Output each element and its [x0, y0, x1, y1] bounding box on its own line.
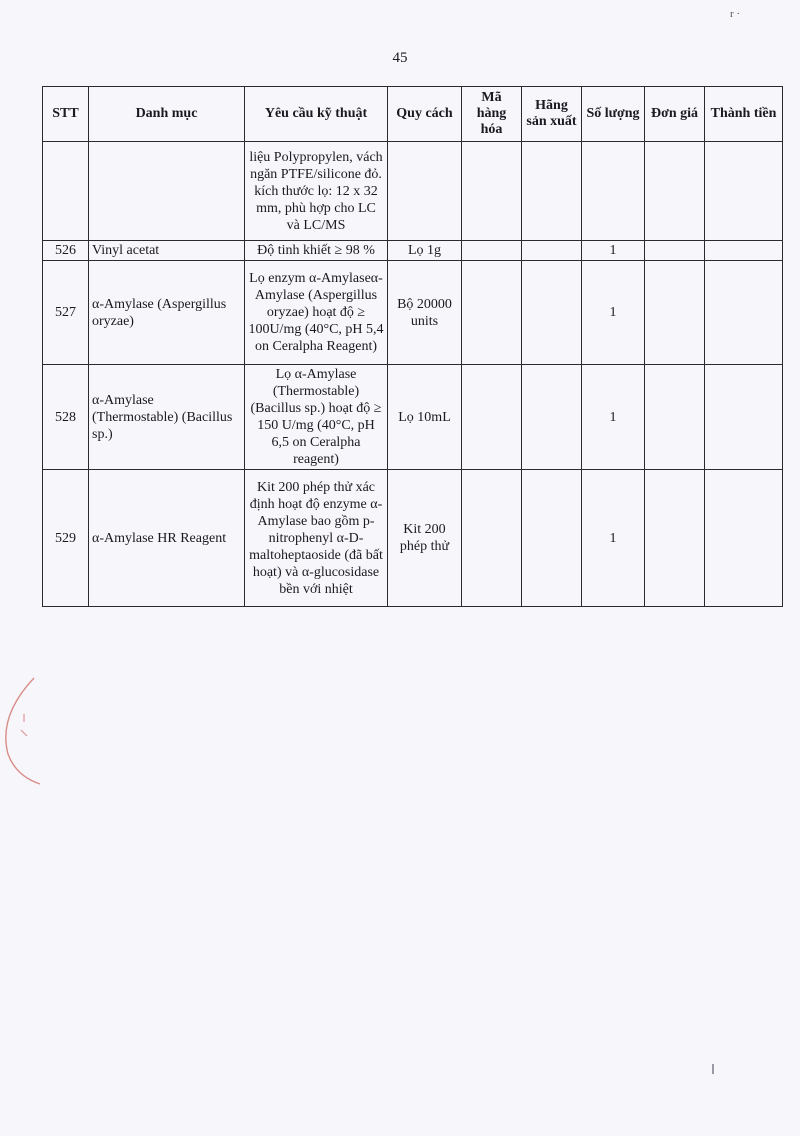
- cell-quantity: 1: [582, 470, 645, 607]
- cell-item-code: [462, 261, 522, 365]
- table-row: [43, 261, 783, 365]
- cell-packing: Lọ 10mL: [388, 365, 462, 470]
- cell-packing: Bộ 20000 units: [388, 261, 462, 365]
- header-stt: STT: [43, 87, 89, 142]
- cell-category: α-Amylase (Aspergillus oryzae): [89, 261, 245, 365]
- cell-category: [89, 142, 245, 241]
- table-row: [43, 470, 783, 607]
- cell-unit-price: [645, 241, 705, 261]
- cell-item-code: [462, 142, 522, 241]
- cell-manufacturer: [522, 365, 582, 470]
- cell-unit-price: [645, 365, 705, 470]
- procurement-table: [42, 86, 783, 607]
- cell-unit-price: [645, 142, 705, 241]
- table-row: [43, 365, 783, 470]
- cell-stt: 527: [43, 261, 89, 365]
- cell-unit-price: [645, 470, 705, 607]
- cell-amount: [705, 261, 783, 365]
- red-stamp-fragment: [0, 676, 46, 786]
- cell-amount: [705, 241, 783, 261]
- cell-stt: [43, 142, 89, 241]
- cell-manufacturer: [522, 470, 582, 607]
- cell-category: α-Amylase HR Reagent: [89, 470, 245, 607]
- table-row: [43, 241, 783, 261]
- cell-quantity: 1: [582, 241, 645, 261]
- cell-spec: Độ tinh khiết ≥ 98 %: [245, 241, 388, 261]
- header-category: Danh mục: [89, 87, 245, 142]
- header-packing: Quy cách: [388, 87, 462, 142]
- cell-item-code: [462, 241, 522, 261]
- table-row: [43, 142, 783, 241]
- header-item-code: Mã hàng hóa: [462, 87, 522, 142]
- header-quantity: Số lượng: [582, 87, 645, 142]
- cell-category: α-Amylase (Thermostable) (Bacillus sp.): [89, 365, 245, 470]
- table-header-row: [43, 87, 783, 142]
- cell-amount: [705, 365, 783, 470]
- cell-stt: 529: [43, 470, 89, 607]
- cell-amount: [705, 142, 783, 241]
- cell-quantity: [582, 142, 645, 241]
- header-spec: Yêu cầu kỹ thuật: [245, 87, 388, 142]
- cell-packing: Lọ 1g: [388, 241, 462, 261]
- header-unit-price: Đơn giá: [645, 87, 705, 142]
- cell-spec: liệu Polypropylen, vách ngăn PTFE/silicone đỏ. kích thước lọ: 12 x 32 mm, phù hợp cho LC và LC/MS: [245, 142, 388, 241]
- cell-category: Vinyl acetat: [89, 241, 245, 261]
- cell-stt: 526: [43, 241, 89, 261]
- cell-quantity: 1: [582, 261, 645, 365]
- cell-item-code: [462, 365, 522, 470]
- cell-amount: [705, 470, 783, 607]
- cell-spec: Kit 200 phép thử xác định hoạt độ enzyme α-Amylase bao gồm p-nitrophenyl α-D-maltoheptaoside (đã bất hoạt) và α-glucosidase bền với nhiệt: [245, 470, 388, 607]
- cell-unit-price: [645, 261, 705, 365]
- scan-artifact: [712, 1064, 714, 1074]
- cell-manufacturer: [522, 261, 582, 365]
- cell-packing: [388, 142, 462, 241]
- cell-stt: 528: [43, 365, 89, 470]
- header-manufacturer: Hãng sản xuất: [522, 87, 582, 142]
- page-number: 45: [392, 50, 408, 66]
- cell-spec: Lọ α-Amylase (Thermostable) (Bacillus sp.) hoạt độ ≥ 150 U/mg (40°C, pH 6,5 on Ceralpha reagent): [245, 365, 388, 470]
- header-amount: Thành tiền: [705, 87, 783, 142]
- cell-quantity: 1: [582, 365, 645, 470]
- cell-packing: Kit 200 phép thử: [388, 470, 462, 607]
- cell-manufacturer: [522, 142, 582, 241]
- cell-item-code: [462, 470, 522, 607]
- cell-spec: Lọ enzym α-Amylaseα-Amylase (Aspergillus oryzae) hoạt độ ≥ 100U/mg (40°C, pH 5,4 on Ceralpha Reagent): [245, 261, 388, 365]
- corner-mark: r ·: [730, 8, 741, 20]
- cell-manufacturer: [522, 241, 582, 261]
